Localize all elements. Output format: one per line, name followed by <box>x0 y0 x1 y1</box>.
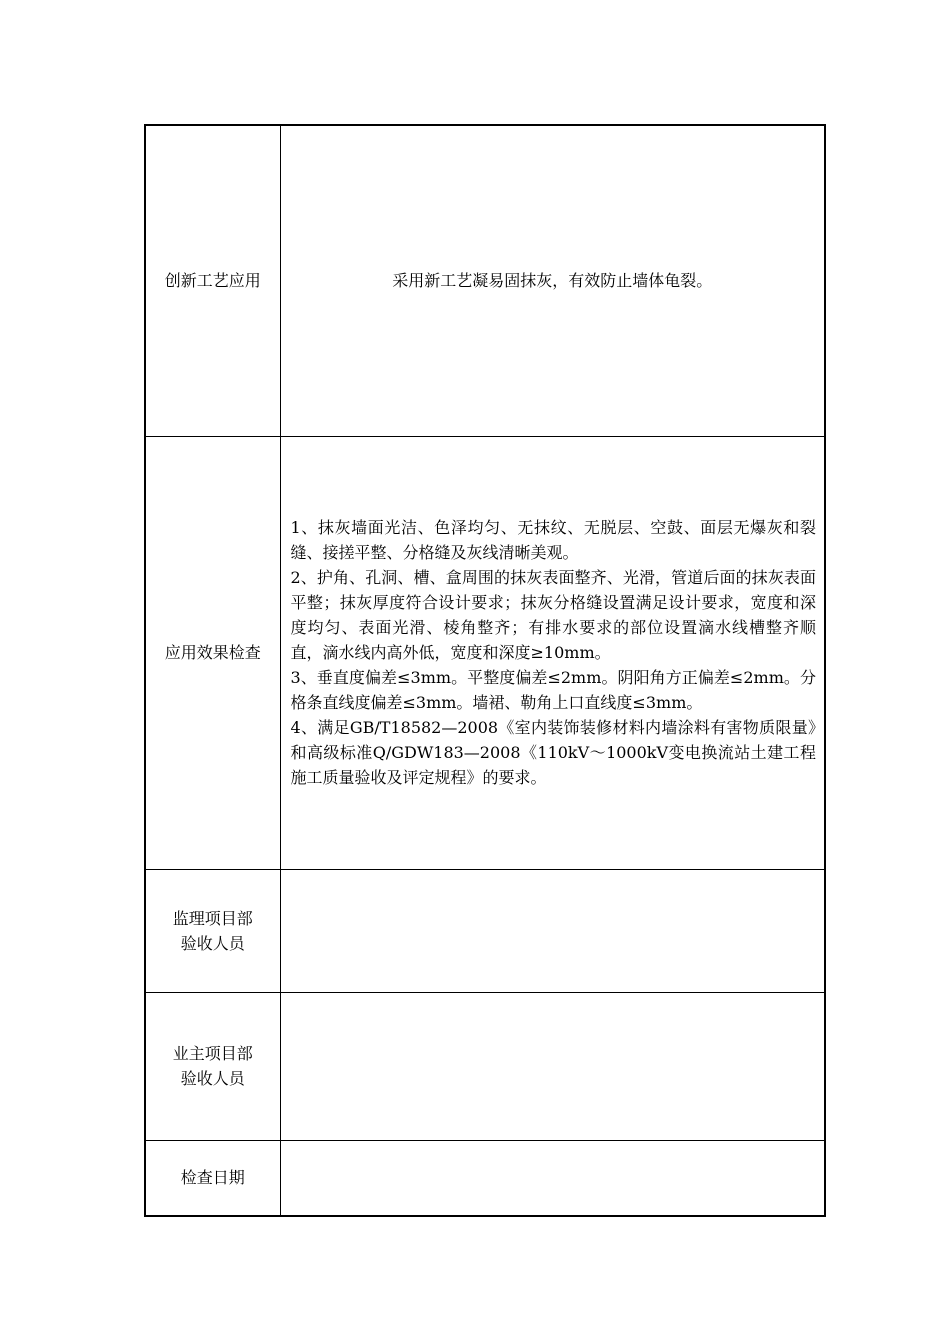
owner-signature-cell[interactable] <box>280 992 825 1140</box>
supervision-label-line1: 监理项目部 <box>172 908 253 928</box>
supervision-label <box>145 869 280 992</box>
owner-label <box>145 992 280 1140</box>
owner-row <box>145 992 825 1140</box>
date-row <box>145 1140 825 1216</box>
supervision-signature-cell[interactable] <box>280 869 825 992</box>
effect-item-3: 3、垂直度偏差≤3mm。平整度偏差≤2mm。阴阳角方正偏差≤2mm。分格条直线度偏差≤3mm。墙裙、勒角上口直线度≤3mm。 <box>290 668 816 712</box>
supervision-label-line2: 验收人员 <box>180 933 245 953</box>
effect-content <box>280 436 825 869</box>
supervision-row <box>145 869 825 992</box>
owner-label-line2: 验收人员 <box>180 1069 245 1088</box>
inspection-form-table <box>144 124 826 1217</box>
innovation-content: 采用新工艺凝易固抹灰，有效防止墙体龟裂。 <box>280 125 825 436</box>
date-value-cell[interactable] <box>280 1140 825 1216</box>
effect-label: 应用效果检查 <box>145 436 280 869</box>
date-label: 检查日期 <box>145 1140 280 1216</box>
effect-item-2: 2、护角、孔洞、槽、盒周围的抹灰表面整齐、光滑，管道后面的抹灰表面平整；抹灰厚度符合设计要求；抹灰分格缝设置满足设计要求，宽度和深度均匀、表面光滑、棱角整齐；有排水要求的部位设置滴水线槽整齐顺直，滴水线内高外低，宽度和深度≥10mm。 <box>290 568 816 662</box>
effect-row <box>145 436 825 869</box>
owner-label-line1: 业主项目部 <box>172 1044 253 1063</box>
effect-item-1: 1、抹灰墙面光洁、色泽均匀、无抹纹、无脱层、空鼓、面层无爆灰和裂缝、接搓平整、分格缝及灰线清晰美观。 <box>290 518 816 562</box>
innovation-label: 创新工艺应用 <box>145 125 280 436</box>
innovation-row <box>145 125 825 436</box>
effect-item-4: 4、满足GB/T18582—2008《室内装饰装修材料内墙涂料有害物质限量》和高级标准Q/GDW183—2008《110kV～1000kV变电换流站土建工程施工质量验收及评定规程》的要求。 <box>290 718 816 787</box>
